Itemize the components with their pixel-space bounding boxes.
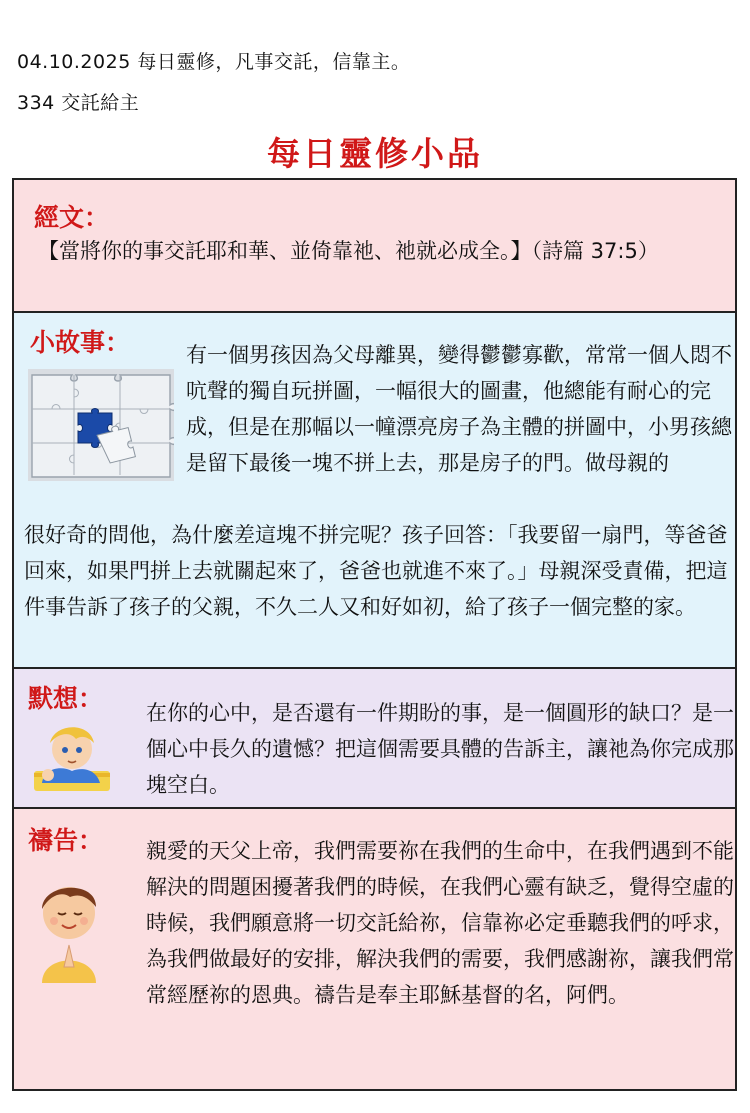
page-title: 每日靈修小品 xyxy=(267,134,483,173)
story-section xyxy=(14,313,735,669)
meditation-section xyxy=(14,669,735,809)
prayer-text: 親愛的天父上帝，我們需要祢在我們的生命中，在我們遇到不能解決的問題困擾著我們的時候，在我們心靈有缺乏，覺得空虛的時候，我們願意將一切交託給祢，信靠祢必定垂聽我們的呼求，為我們做最好的安排，解決我們的需要，我們感謝祢，讓我們常常經歷祢的恩典。禱告是奉主耶穌基督的名，阿們。 xyxy=(146,839,734,1007)
meditation-heading: 默想： xyxy=(28,684,104,713)
story-text-bottom: 很好奇的問他，為什麼差這塊不拼完呢？孩子回答：「我要留一扇門，等爸爸回來，如果門拼上去就關起來了，爸爸也就進不來了。」母親深受責備，把這件事告訴了孩子的父親，不久二人又和好如初，給了孩子一個完整的家。 xyxy=(24,523,728,619)
header-hymn-line: 334 交託給主 xyxy=(17,92,140,114)
meditation-text: 在你的心中，是否還有一件期盼的事，是一個圓形的缺口？是一個心中長久的遺憾？把這個需要具體的告訴主，讓祂為你完成那塊空白。 xyxy=(146,701,734,797)
scripture-heading: 經文： xyxy=(34,203,110,232)
story-heading: 小故事： xyxy=(30,328,131,357)
scripture-text: 【當將你的事交託耶和華、並倚靠祂、祂就必成全。】（詩篇 37:5） xyxy=(38,239,659,263)
prayer-heading: 禱告： xyxy=(28,826,104,855)
prayer-section xyxy=(14,809,735,1089)
scripture-section xyxy=(14,180,735,313)
thinking-boy-image xyxy=(24,713,116,795)
praying-boy-image xyxy=(28,873,110,985)
header-date-line: 04.10.2025 每日靈修，凡事交託，信靠主。 xyxy=(17,51,411,73)
devotional-frame xyxy=(12,178,737,1091)
puzzle-image xyxy=(28,369,174,481)
story-text-top: 有一個男孩因為父母離異，變得鬱鬱寡歡，常常一個人悶不吭聲的獨自玩拼圖，一幅很大的圖畫，他總能有耐心的完成，但是在那幅以一幢漂亮房子為主體的拼圖中，小男孩總是留下最後一塊不拼上去，那是房子的門。做母親的 xyxy=(186,343,732,475)
